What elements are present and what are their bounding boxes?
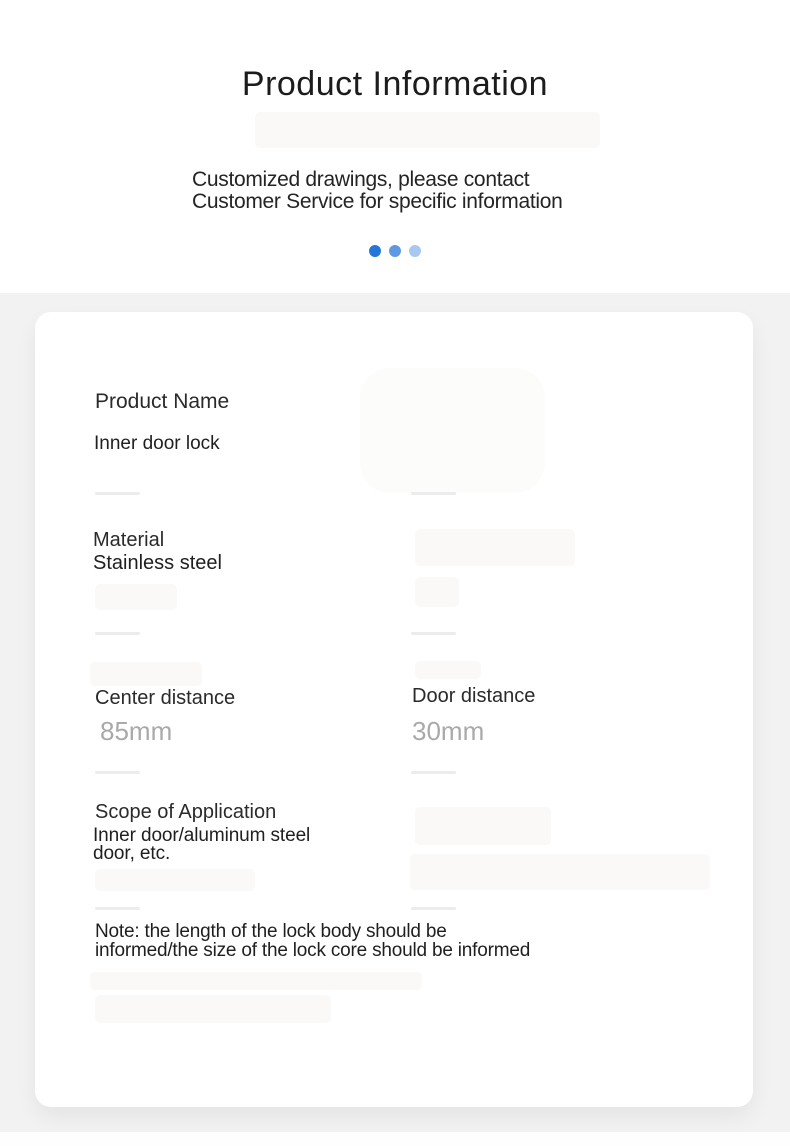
center-distance-value: 85mm xyxy=(100,716,173,746)
faded-text-artifact xyxy=(90,662,202,686)
divider xyxy=(411,632,456,635)
note-line-2: informed/the size of the lock core should be informed xyxy=(95,940,531,961)
scope-value-line-1: Inner door/aluminum steel xyxy=(93,825,311,846)
carousel-dot-2[interactable] xyxy=(389,245,401,257)
header-subtitle xyxy=(192,169,563,213)
page-title: Product Information xyxy=(241,65,549,103)
faded-text-artifact xyxy=(90,972,422,990)
faded-text-artifact xyxy=(415,529,575,566)
carousel-indicator xyxy=(0,245,790,257)
divider xyxy=(95,907,140,910)
product-name-label: Product Name xyxy=(95,390,230,413)
door-distance-value: 30mm xyxy=(412,716,485,746)
faded-text-artifact xyxy=(415,807,551,845)
divider xyxy=(95,771,140,774)
faded-text-artifact xyxy=(255,112,600,148)
faded-text-artifact xyxy=(410,854,710,890)
scope-value-line-2: door, etc. xyxy=(93,843,171,864)
carousel-dot-1[interactable] xyxy=(369,245,381,257)
faded-text-artifact xyxy=(95,584,177,610)
center-distance-label: Center distance xyxy=(95,687,236,709)
door-distance-label: Door distance xyxy=(412,685,536,707)
carousel-dot-3[interactable] xyxy=(409,245,421,257)
divider xyxy=(411,492,456,495)
divider xyxy=(411,771,456,774)
faded-text-artifact xyxy=(415,577,459,607)
divider xyxy=(95,632,140,635)
material-value: Stainless steel xyxy=(93,552,222,574)
faded-text-artifact xyxy=(95,869,255,891)
note-text xyxy=(95,922,530,960)
product-name-value: Inner door lock xyxy=(94,433,220,454)
divider xyxy=(411,907,456,910)
faded-image-artifact xyxy=(360,368,545,493)
material-label: Material xyxy=(93,529,165,551)
faded-text-artifact xyxy=(415,661,481,679)
next-section-edge xyxy=(0,1132,790,1146)
scope-value xyxy=(93,827,310,863)
faded-text-artifact xyxy=(95,995,331,1023)
scope-label: Scope of Application xyxy=(95,801,277,823)
note-line-1: Note: the length of the lock body should be xyxy=(95,921,447,942)
divider xyxy=(95,492,140,495)
subtitle-line-2: Customer Service for specific information xyxy=(192,190,563,213)
subtitle-line-1: Customized drawings, please contact xyxy=(192,168,530,191)
